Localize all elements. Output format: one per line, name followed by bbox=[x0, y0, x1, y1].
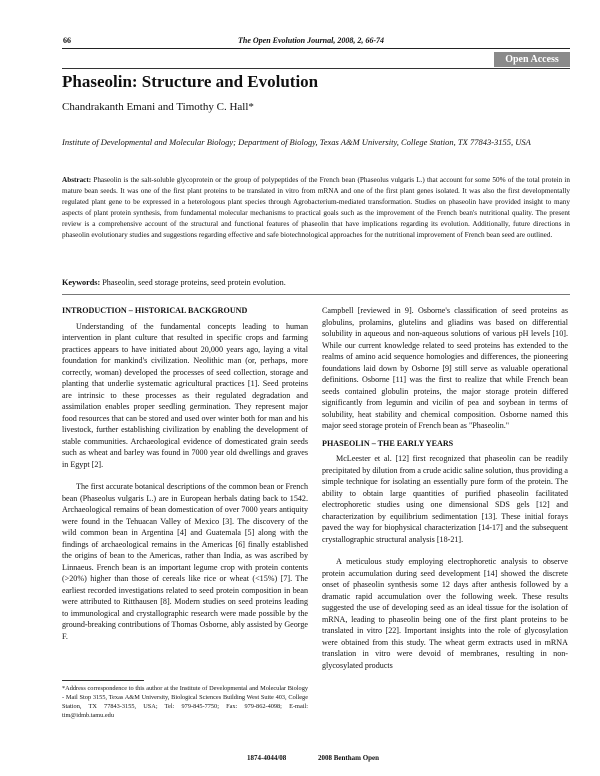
paragraph: The first accurate botanical descriptions of the common bean or French bean (Phaseolus vulgaris L.) are in European herbals dating back to 1542. Archaeological remains of bean domestication of over 7000 years antiquity were found in the Tehuacan Valley of Mexico [3]. The discovery of the wild common bean in Argentina [4] and Guatemala [5] along with the findings of archaeological remains in the Americas [6] finally established the origins of bean to the Americas, rather than India, as was ascribed by Linnaeus. French bean is an important legume crop with protein contents (>20%) higher than those of cereals like rice or wheat (<15%) [7]. The earliest recorded investigations related to seed protein composition in bean were attributed to Ritthausen [8]. Modern studies on seed proteins leading to immunological and crystallographic research were made possible by the ground-breaking contributions of Thomas Osborne, ably assisted by George F. bbox=[62, 482, 308, 641]
issn-footer: 1874-4044/08 bbox=[247, 754, 287, 762]
journal-header: The Open Evolution Journal, 2008, 2, 66-74 bbox=[238, 36, 385, 45]
section-heading-introduction: INTRODUCTION – HISTORICAL BACKGROUND bbox=[62, 306, 248, 315]
section-divider bbox=[62, 294, 570, 295]
right-column bbox=[322, 305, 568, 671]
paragraph: Campbell [reviewed in 9]. Osborne's classification of seed proteins as globulins, prolamins, glutelins and gliadins was based on differential solubility in aqueous and non-aqueous solutions of various pH levels [10]. While our current knowledge related to seed proteins has extended to the realms of amino acid sequence homologies and differences, the pioneering foundations laid down by Osborne [9] still serve as valuable operational definitions. Osborne [11] was the first to realize that while French bean seeds contained globulin proteins, the major storage protein differed significantly from legumin and vicilin of pea and soybean in terms of solubility, heat stability and chemical composition. Osborne named this major seed storage protein of French bean as "Phaseolin." bbox=[322, 306, 568, 430]
paragraph: Understanding of the fundamental concepts leading to human intervention in plant culture that resulted in specific crops and farming practices appears to have initiated about 20,000 years ago, laying a vital foundation for mankind's civilization. Neolithic man (or, perhaps, more correctly, woman) developed the processes of seed collection, storage and planting that underlie systematic agricultural practices [1]. Seed proteins are intrinsic to these processes as their regulated degradation and assimilation enables proper seedling germination. They represent major food resources that can be stored and used over winter both for man and his livestock, further establishing civilization by enabling the development of stable communities. Archaeological evidence of domesticated grain seeds such as wheat and barley was found in 7000 year old dwellings and graves in Egypt [2]. bbox=[62, 321, 308, 469]
keywords-text: Phaseolin, seed storage proteins, seed protein evolution. bbox=[102, 278, 286, 287]
page-number: 66 bbox=[63, 36, 71, 45]
article-title: Phaseolin: Structure and Evolution bbox=[62, 72, 319, 91]
title-rule bbox=[62, 68, 570, 69]
author-list: Chandrakanth Emani and Timothy C. Hall* bbox=[62, 101, 254, 113]
keywords-heading: Keywords: bbox=[62, 278, 101, 287]
keywords-block bbox=[62, 278, 570, 287]
open-access-badge: Open Access bbox=[494, 52, 570, 67]
paragraph: A meticulous study employing electrophoretic analysis to observe protein accumulation during seed development [14] showed the discrete onset of phaseolin synthesis some 12 days after anthesis followed by a dramatic rapid accumulation over the following week. These results suggested the use of developing seed as an ideal tissue for the isolation of mRNA, leading to phaseolin being one of the first plant proteins to be translated in vitro [22]. Important insights into the role of glycosylation were obtained from this study. The wheat germ extracts used in mRNA translation in vitro were devoid of membranes, resulting in non-glycosylated products bbox=[322, 557, 568, 670]
abstract-block bbox=[62, 175, 570, 240]
section-heading-early-years: PHASEOLIN – THE EARLY YEARS bbox=[322, 438, 454, 448]
left-column bbox=[62, 305, 308, 642]
footnote-rule bbox=[62, 680, 144, 681]
abstract-heading: Abstract: bbox=[62, 176, 92, 184]
abstract-text: Phaseolin is the salt-soluble glycoprotein or the group of polypeptides of the French bean (Phaseolus vulgaris L.) that account for some 50% of the total protein in mature bean seeds. It was one of the first plant proteins to be translated in vitro from mRNA and one of the first plant genes isolated. It was also the first developmentally regulated plant gene to be expressed in a heterologous plant species through Agrobacterium-mediated transformation. Studies on phaseolin have provided insight to many aspects of plant protein synthesis, from fundamental molecular mechanisms to practical goals such as the improvement of the French bean's nutritional quality. The present review is a comprehensive account of the structural and functional features of phaseolin that have implications regarding its evolution. Additionally, future directions in phaseolin evolutionary studies and suggestions regarding effective and safe biotechnological approaches for the nutritional improvement of French bean seed are outlined. bbox=[62, 176, 571, 239]
paragraph: McLeester et al. [12] first recognized that phaseolin can be readily precipitated by dilution from a crude acidic saline solution, thus providing a simple technique for isolating an essentially pure form of the protein. The ability to obtain large quantities of purified phaseolin facilitated electrophoretic studies using one dimensional SDS gels [12] and characterization by equilibrium sedimentation [13]. These initial forays paved the way for biophysical characterization [14-17] and the subsequent crystallographic structural analysis [18-21]. bbox=[322, 454, 568, 544]
affiliation: Institute of Developmental and Molecular Biology; Department of Biology, Texas A&M University, College Station, TX 77843-3155, USA bbox=[62, 137, 531, 147]
publisher-footer: 2008 Bentham Open bbox=[318, 754, 380, 762]
header-rule bbox=[62, 48, 570, 49]
correspondence-footnote: *Address correspondence to this author at the Institute of Developmental and Molecular Biology - Mail Stop 3155, Texas A&M University, Biological Sciences Building West Suite 403, College Station, TX 77843-3155, USA; Tel: 979-845-7750; Fax: 979-862-4098; E-mail: tim@idmb.tamu.edu bbox=[62, 685, 308, 719]
